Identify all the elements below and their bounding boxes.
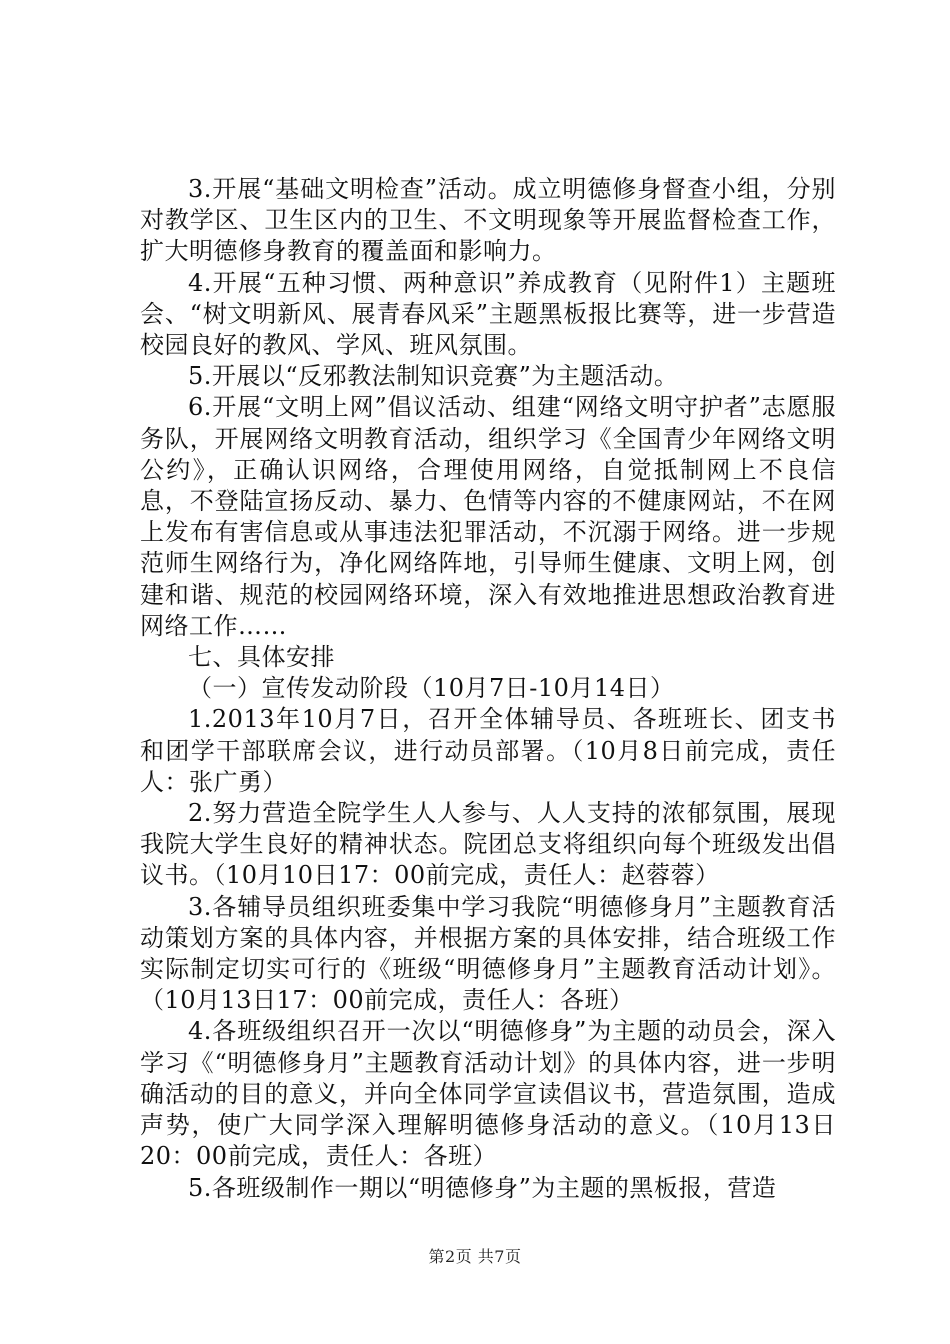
paragraph-atmosphere: 2.努力营造全院学生人人参与、人人支持的浓郁氛围，展现我院大学生良好的精神状态。院团总支将组织向每个班级发出倡议书。（10月10日17：00前完成，责任人：赵蓉蓉） [140,799,836,890]
paragraph-class-plan: 3.各辅导员组织班委集中学习我院“明德修身月”主题教育活动策划方案的具体内容，并根据方案的具体安排，结合班级工作实际制定切实可行的《班级“明德修身月”主题教育活动计划》。（10月13日17：00前完成，责任人：各班） [140,892,836,1015]
section-heading-arrangements: 七、具体安排 [188,643,335,672]
paragraph-mobilization-meeting: 4.各班级组织召开一次以“明德修身”为主题的动员会，深入学习《“明德修身月”主题教育活动计划》的具体内容，进一步明确活动的目的意义，并向全体同学宣读倡议书，营造氛围，造成声势，使广大同学深入理解明德修身活动的意义。（10月13日20：00前完成，责任人：各班） [140,1017,836,1171]
paragraph-joint-meeting: 1.2013年10月7日，召开全体辅导员、各班班长、团支书和团学干部联席会议，进行动员部署。（10月8日前完成，责任人：张广勇） [140,705,836,796]
paragraph-blackboard: 5.各班级制作一期以“明德修身”为主题的黑板报，营造 [188,1173,777,1202]
paragraph-legal-contest: 5.开展以“反邪教法制知识竞赛”为主题活动。 [188,362,679,391]
subsection-heading-publicity-stage: （一）宣传发动阶段（10月7日-10月14日） [188,674,675,703]
paragraph-civility-inspection: 3.开展“基础文明检查”活动。成立明德修身督查小组，分别对教学区、卫生区内的卫生、不文明现象等开展监督检查工作，扩大明德修身教育的覆盖面和影响力。 [140,175,836,266]
paragraph-internet-civility: 6.开展“文明上网”倡议活动、组建“网络文明守护者”志愿服务队，开展网络文明教育活动，组织学习《全国青少年网络文明公约》，正确认识网络，合理使用网络，自觉抵制网上不良信息，不登陆宣扬反动、暴力、色情等内容的不健康网站，不在网上发布有害信息或从事违法犯罪活动，不沉溺于网络。进一步规范师生网络行为，净化网络阵地，引导师生健康、文明上网，创建和谐、规范的校园网络环境，深入有效地推进思想政治教育进网络工作…… [140,393,836,640]
page-footer: 第2页 共7页 [428,1247,522,1266]
paragraph-habits-education: 4.开展“五种习惯、两种意识”养成教育（见附件1）主题班会、“树文明新风、展青春风采”主题黑板报比赛等，进一步营造校园良好的教风、学风、班风氛围。 [140,268,836,360]
document-body [140,174,836,1204]
